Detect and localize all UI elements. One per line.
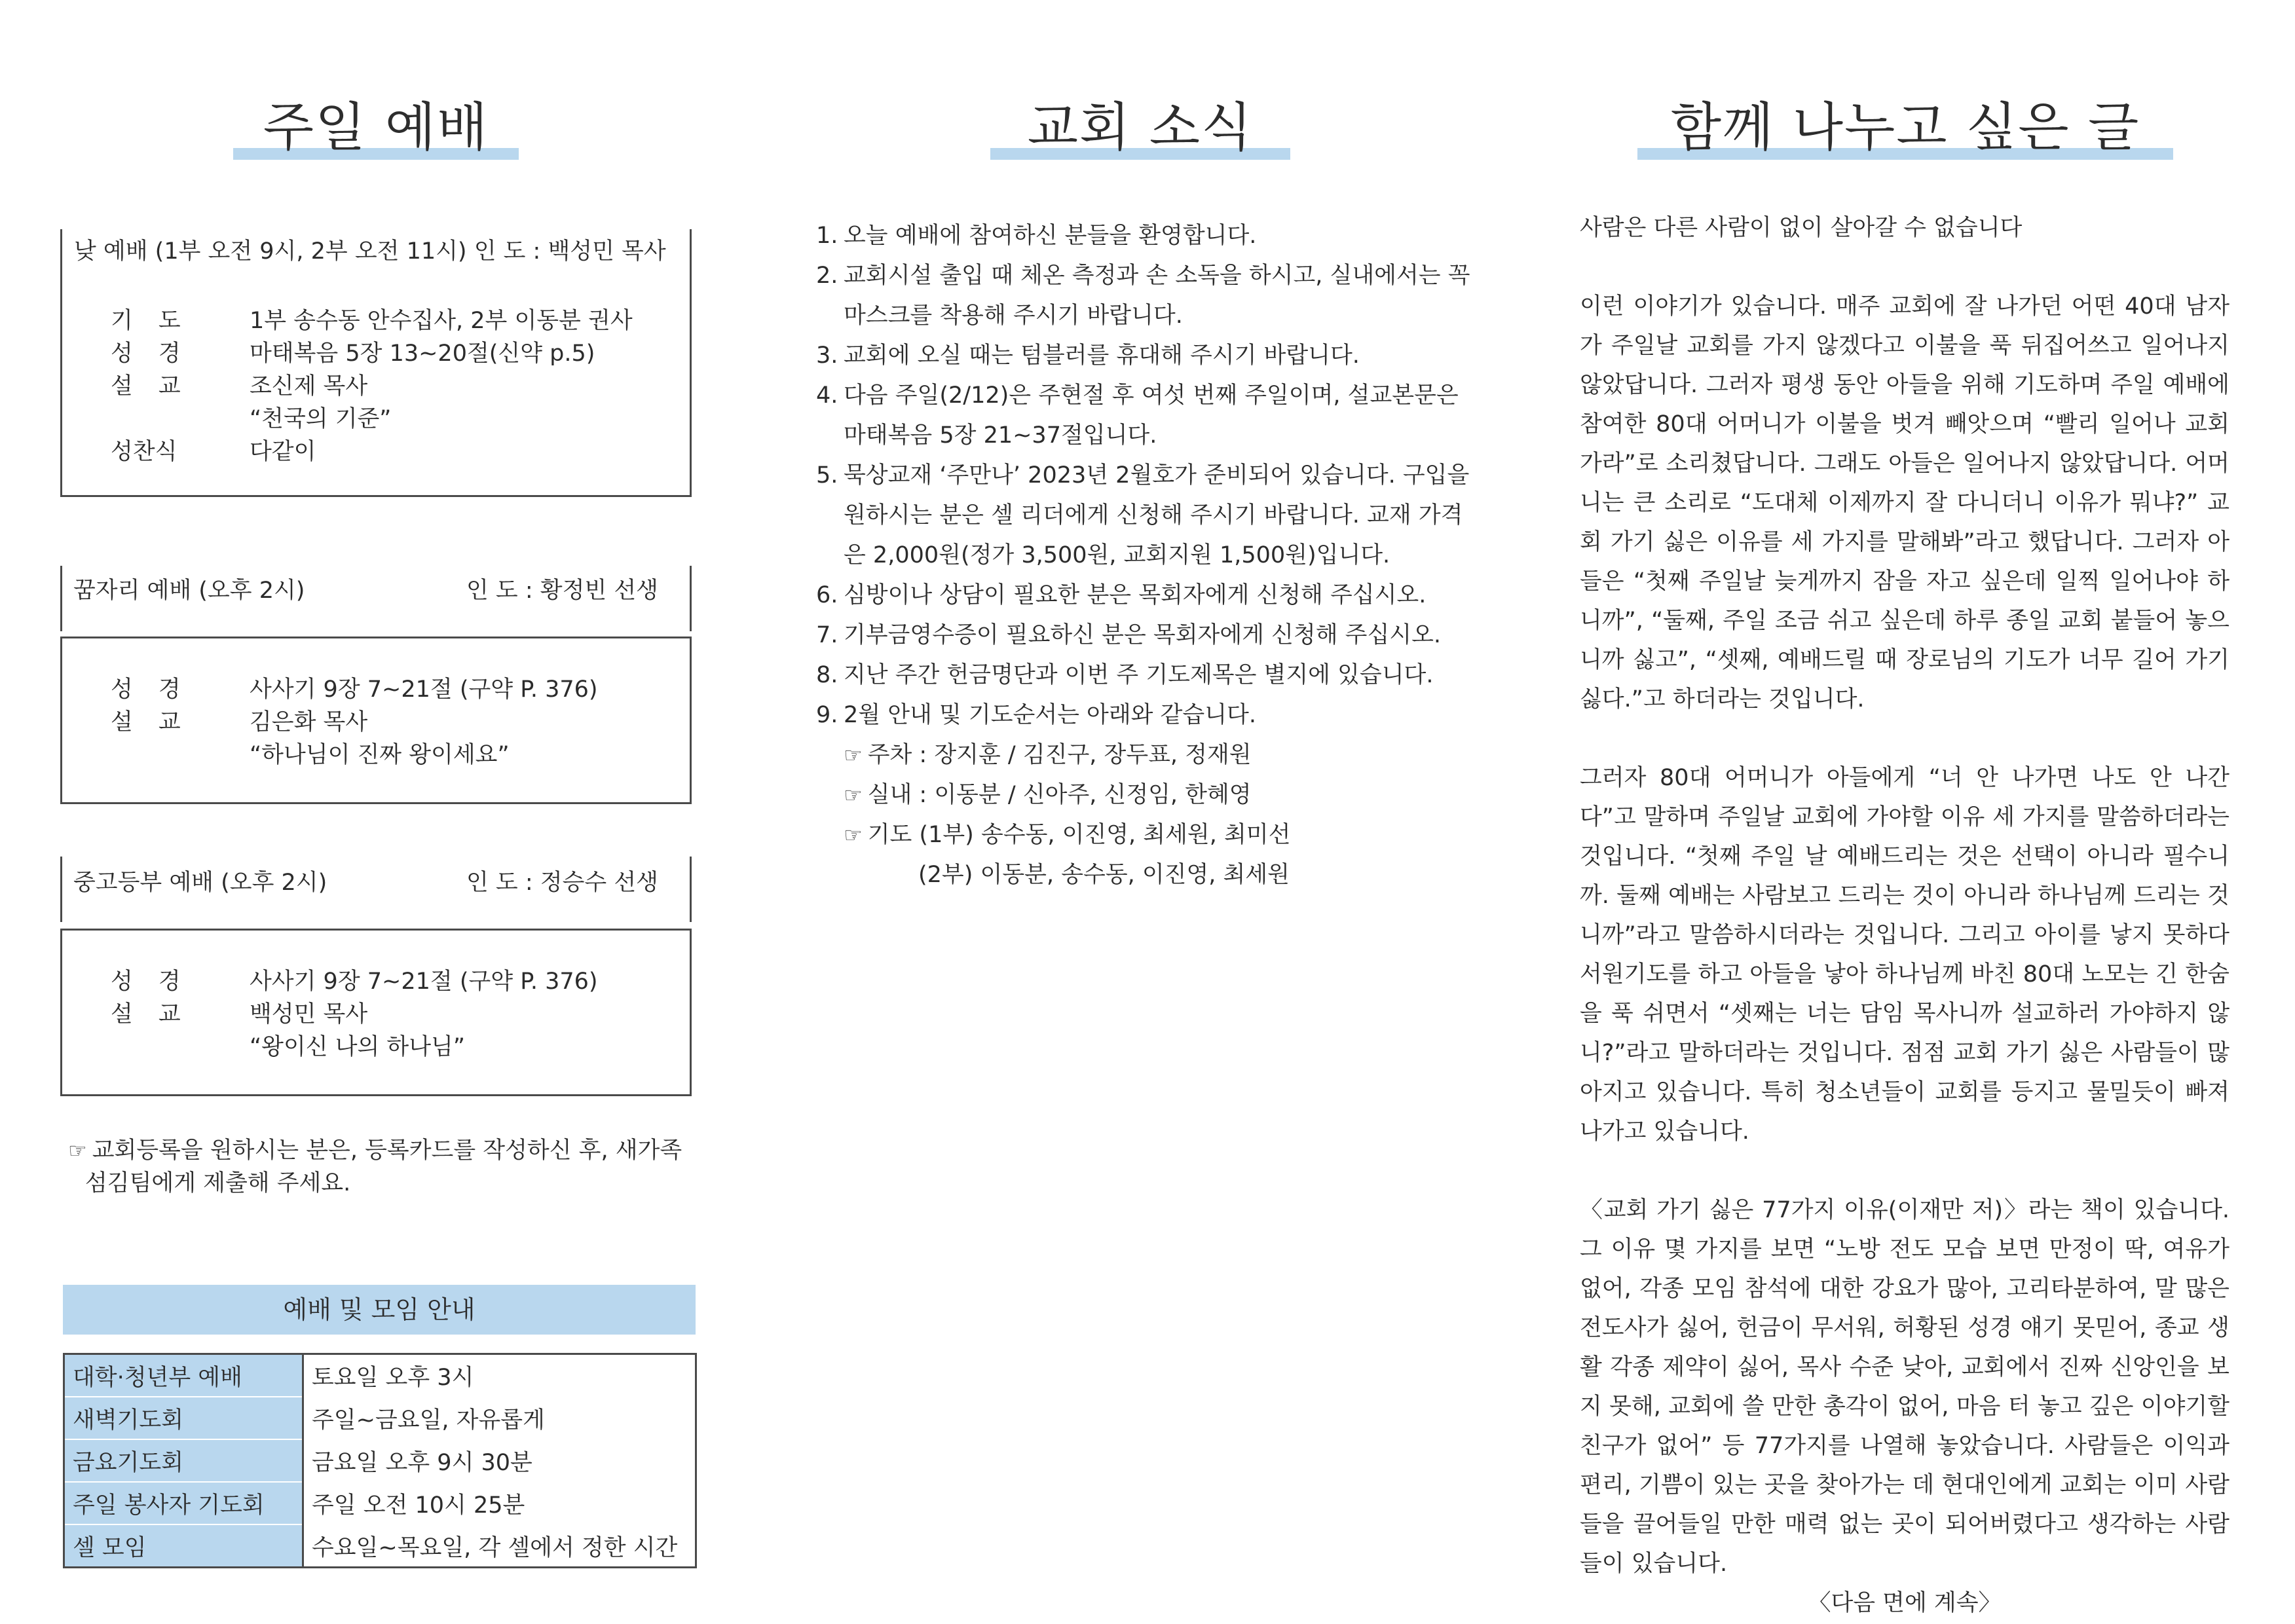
meeting-time: 금요일 오후 9시 30분 — [312, 1449, 532, 1476]
worship-title: 주일 예배 — [263, 97, 489, 158]
essay-paragraph: 이런 이야기가 있습니다. 매주 교회에 잘 나가던 어떤 40대 남자가 주일날 교회를 가지 않겠다고 이불을 푹 뒤집어쓰고 일어나지 않았답니다. 그러자 평생 동안 아들을 위해 기도하며 주일 예배에 참여한 80대 어머니가 이불을 벗겨 빼앗으며 “빨리 일어나 교회 가라”로 소리쳤답니다. 그래도 아들은 일어나지 않았답니다. 어머니는 큰 소리로 “도대체 이제까지 잘 다니더니 이유가 뭐냐?” 교회 가기 싫은 이유를 세 가지를 말해봐”라고 했답니다. 그러자 아들은 “첫째 주일날 늦게까지 잠을 자고 싶은데 일찍 일어나야 하니까”, “둘째, 주일 조금 쉬고 싶은데 하루 종일 교회 붙들어 놓으니까 싫고”, “셋째, 예배드릴 때 장로님의 기도가 너무 길어 가기 싫다.”고 하더라는 것입니다. — [1580, 293, 2230, 712]
meeting-time: 수요일~목요일, 각 셀에서 정한 시간 — [312, 1534, 678, 1561]
youth-service-box — [60, 929, 692, 1096]
pointing-hand-icon: ☞ — [68, 1138, 87, 1163]
table-row — [64, 1439, 696, 1482]
meeting-name: 새벽기도회 — [64, 1397, 303, 1439]
pointing-hand-icon: ☞ — [844, 822, 863, 847]
day-service-header: 낮 예배 (1부 오전 9시, 2부 오전 11시) 인 도 : 백성민 목사 — [74, 238, 666, 265]
list-item: 3. 교회에 오실 때는 텀블러를 휴대해 주시기 바랍니다. — [816, 342, 1360, 369]
day-service-value: “천국의 기준” — [250, 406, 392, 432]
duty-line: (2부) 이동분, 송수동, 이진영, 최세원 — [918, 862, 1290, 888]
day-service-label: 기 도 — [111, 308, 190, 334]
news-list — [816, 216, 1478, 895]
essay-paragraph: 그러자 80대 어머니가 아들에게 “너 안 나가면 나도 안 나간다”고 말하며 주일날 교회에 가야할 이유 세 가지를 말씀하더라는 것입니다. “첫째 주일 날 예배드리는 것은 선택이 아니라 필수니까. 둘째 예배는 사람보고 드리는 것이 아니라 하나님께 드리는 것니까”라고 말씀하시더라는 것입니다. 그리고 아이를 낳지 못하다 서원기도를 하고 아들을 낳아 하나님께 바친 80대 노모는 긴 한숨을 푹 쉬면서 “셋째는 너는 담임 목사니까 설교하러 가야하지 않니?”라고 말하더라는 것입니다. 점점 교회 가기 싫은 사람들이 많아지고 있습니다. 특히 청소년들이 교회를 등지고 물밀듯이 빠져나가고 있습니다. — [1580, 765, 2230, 1145]
day-service-label: 설 교 — [111, 373, 190, 399]
youth-service-value: 사사기 9장 7~21절 (구약 P. 376) — [250, 969, 598, 995]
meeting-name: 금요기도회 — [64, 1439, 303, 1482]
day-service-value: 조신제 목사 — [250, 373, 368, 399]
essay-body — [1580, 208, 2230, 1623]
kids-service-value: 사사기 9장 7~21절 (구약 P. 376) — [250, 676, 598, 703]
kids-service-label: 성 경 — [111, 676, 190, 703]
essay-column-title: 함께 나누고 싶은 글 — [1670, 97, 2140, 158]
table-row — [64, 1524, 696, 1568]
list-item: 2. 교회시설 출입 때 체온 측정과 손 소독을 하시고, 실내에서는 꼭 마스크를 착용해 주시기 바랍니다. — [816, 263, 1470, 329]
pointing-hand-icon: ☞ — [844, 743, 863, 767]
meeting-name: 셀 모임 — [64, 1524, 303, 1568]
youth-service-label: 설 교 — [111, 1001, 190, 1027]
youth-service-value: 백성민 목사 — [250, 1001, 368, 1027]
duty-line: ☞ 실내 : 이동분 / 신아주, 신정임, 한혜영 — [844, 782, 1252, 808]
table-row — [64, 1397, 696, 1439]
essay-paragraph: 〈교회 가기 싫은 77가지 이유(이재만 저)〉라는 책이 있습니다. 그 이유 몇 가지를 보면 “노방 전도 모습 보면 만정이 딱, 여유가 없어, 각종 모임 참석에 대한 강요가 많아, 고리타분하여, 말 많은 전도사가 싫어, 헌금이 무서워, 허황된 성경 얘기 못믿어, 종교 생활 각종 제약이 싫어, 목사 수준 낮아, 교회에서 진짜 신앙인을 보지 못해, 교회에 쓸 만한 총각이 없어, 마음 터 놓고 깊은 이야기할 친구가 없어” 등 77가지를 나열해 놓았습니다. 사람들은 이익과 편리, 기쁨이 있는 곳을 찾아가는 데 현대인에게 교회는 이미 사람들을 끌어들일 만한 매력 없는 곳이 되어버렸다고 생각하는 사람들이 있습니다. — [1580, 1197, 2230, 1577]
list-item: 7. 기부금영수증이 필요하신 분은 목회자에게 신청해 주십시오. — [816, 622, 1442, 648]
kids-service-label: 설 교 — [111, 709, 190, 735]
youth-service-title: 중고등부 예배 (오후 2시) — [73, 870, 327, 896]
day-service-label: 성 경 — [111, 341, 190, 367]
duty-line: ☞ 주차 : 장지훈 / 김진구, 장두표, 정재원 — [844, 742, 1252, 768]
table-row — [64, 1482, 696, 1524]
meetings-table — [63, 1353, 697, 1568]
table-row — [64, 1354, 696, 1397]
meetings-heading: 예배 및 모임 안내 — [63, 1285, 696, 1335]
list-item: 6. 심방이나 상담이 필요한 분은 목회자에게 신청해 주십시오. — [816, 582, 1427, 608]
meeting-time: 주일 오전 10시 25분 — [312, 1492, 525, 1519]
kids-service-value: 김은화 목사 — [250, 709, 368, 735]
meeting-name: 주일 봉사자 기도회 — [64, 1482, 303, 1524]
kids-service-box — [60, 637, 692, 804]
list-item: 4. 다음 주일(2/12)은 주현절 후 여섯 번째 주일이며, 설교본문은 마태복음 5장 21~37절입니다. — [816, 382, 1459, 449]
kids-service-value: “하나님이 진짜 왕이세요” — [250, 742, 510, 768]
kids-service-leader: 인 도 : 황정빈 선생 — [466, 578, 658, 604]
day-service-box — [60, 229, 692, 497]
news-title: 교회 소식 — [1027, 97, 1254, 158]
pointing-hand-icon: ☞ — [844, 783, 863, 807]
essay-title: 사람은 다른 사람이 없이 살아갈 수 없습니다 — [1580, 215, 2023, 241]
duty-line: ☞ 기도 (1부) 송수동, 이진영, 최세원, 최미선 — [844, 822, 1291, 848]
youth-service-value: “왕이신 나의 하나님” — [250, 1034, 465, 1060]
meeting-name: 대학·청년부 예배 — [64, 1354, 303, 1397]
day-service-value: 다같이 — [250, 439, 316, 465]
day-service-value: 1부 송수동 안수집사, 2부 이동분 권사 — [250, 308, 633, 334]
registration-note-line: 교회등록을 원하시는 분은, 등록카드를 작성하신 후, 새가족 — [92, 1137, 682, 1164]
day-service-value: 마태복음 5장 13~20절(신약 p.5) — [250, 341, 595, 367]
meeting-time: 주일~금요일, 자유롭게 — [312, 1407, 545, 1433]
day-service-label: 성찬식 — [111, 439, 177, 465]
list-item: 8. 지난 주간 헌금명단과 이번 주 기도제목은 별지에 있습니다. — [816, 662, 1434, 688]
list-item: 9. 2월 안내 및 기도순서는 아래와 같습니다. — [816, 702, 1256, 728]
registration-note-line: 섬김팀에게 제출해 주세요. — [85, 1170, 351, 1196]
youth-service-label: 성 경 — [111, 969, 190, 995]
youth-service-leader: 인 도 : 정승수 선생 — [466, 870, 658, 896]
registration-note — [68, 1134, 682, 1200]
kids-service-title: 꿈자리 예배 (오후 2시) — [73, 578, 305, 604]
list-item: 1. 오늘 예배에 참여하신 분들을 환영합니다. — [816, 223, 1257, 249]
essay-continued: 〈다음 면에 계속〉 — [1808, 1590, 2002, 1616]
meeting-time: 토요일 오후 3시 — [312, 1364, 474, 1391]
list-item: 5. 묵상교재 ‘주만나’ 2023년 2월호가 준비되어 있습니다. 구입을 원하시는 분은 셀 리더에게 신청해 주시기 바랍니다. 교재 가격은 2,000원(정가 3,500원, 교회지원 1,500원)입니다. — [816, 462, 1470, 568]
